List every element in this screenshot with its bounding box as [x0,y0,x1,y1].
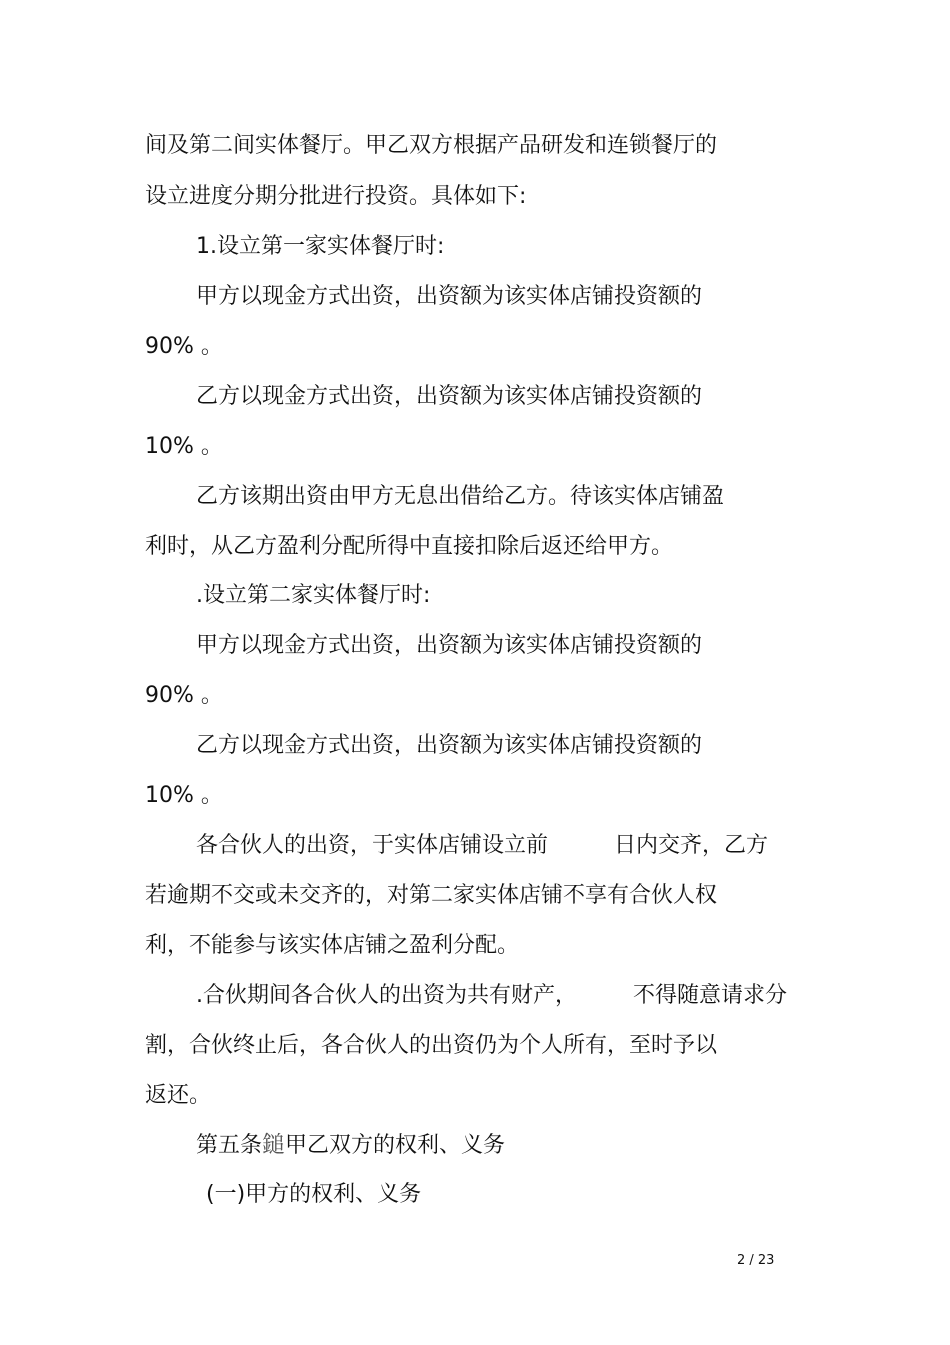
paragraph-line: 甲方以现金方式出资，出资额为该实体店铺投资额的 [196,633,703,658]
paragraph-line: 若逾期不交或未交齐的，对第二家实体店铺不享有合伙人权 [145,883,718,908]
article-title: 甲乙双方的权利、义务 [285,1133,506,1158]
subsection-heading: (一)甲方的权利、义务 [206,1182,422,1207]
paragraph-line: 乙方该期出资由甲方无息出借给乙方。待该实体店铺盈 [196,484,725,509]
article-heading [196,1130,505,1161]
page-number: 2 / 23 [737,1253,775,1268]
paragraph-line: 乙方以现金方式出资，出资额为该实体店铺投资额的 [196,733,703,758]
paragraph-line: 甲方以现金方式出资，出资额为该实体店铺投资额的 [196,284,703,309]
text-segment: .合伙期间各合伙人的出资为共有财产， [196,983,577,1008]
section-heading: 1.设立第一家实体餐厅时: [196,234,445,259]
paragraph-line: 90% 。 [145,334,223,359]
paragraph-line: 利时，从乙方盈利分配所得中直接扣除后返还给甲方。 [145,534,674,559]
paragraph-line: 割，合伙终止后，各合伙人的出资仍为个人所有，至时予以 [145,1033,718,1058]
paragraph-line: 利，不能参与该实体店铺之盈利分配。 [145,933,520,958]
text-segment: 各合伙人的出资，于实体店铺设立前 [196,833,549,858]
paragraph-line [196,981,787,1011]
section-heading: .设立第二家实体餐厅时: [196,583,431,608]
paragraph-line: 10% 。 [145,783,223,808]
paragraph-line [196,831,768,861]
paragraph-line: 返还。 [145,1083,212,1108]
paragraph-line: 90% 。 [145,683,223,708]
paragraph-line: 10% 。 [145,434,223,459]
text-segment: 不得随意请求分 [633,983,788,1008]
text-segment: 日内交齐，乙方 [614,833,769,858]
paragraph-line: 乙方以现金方式出资，出资额为该实体店铺投资额的 [196,384,703,409]
article-number: 第五条 [196,1133,263,1158]
corrupted-glyph: 鎚 [262,1132,286,1158]
paragraph-line: 间及第二间实体餐厅。甲乙双方根据产品研发和连锁餐厅的 [145,133,718,158]
paragraph-line: 设立进度分期分批进行投资。具体如下: [145,184,527,209]
